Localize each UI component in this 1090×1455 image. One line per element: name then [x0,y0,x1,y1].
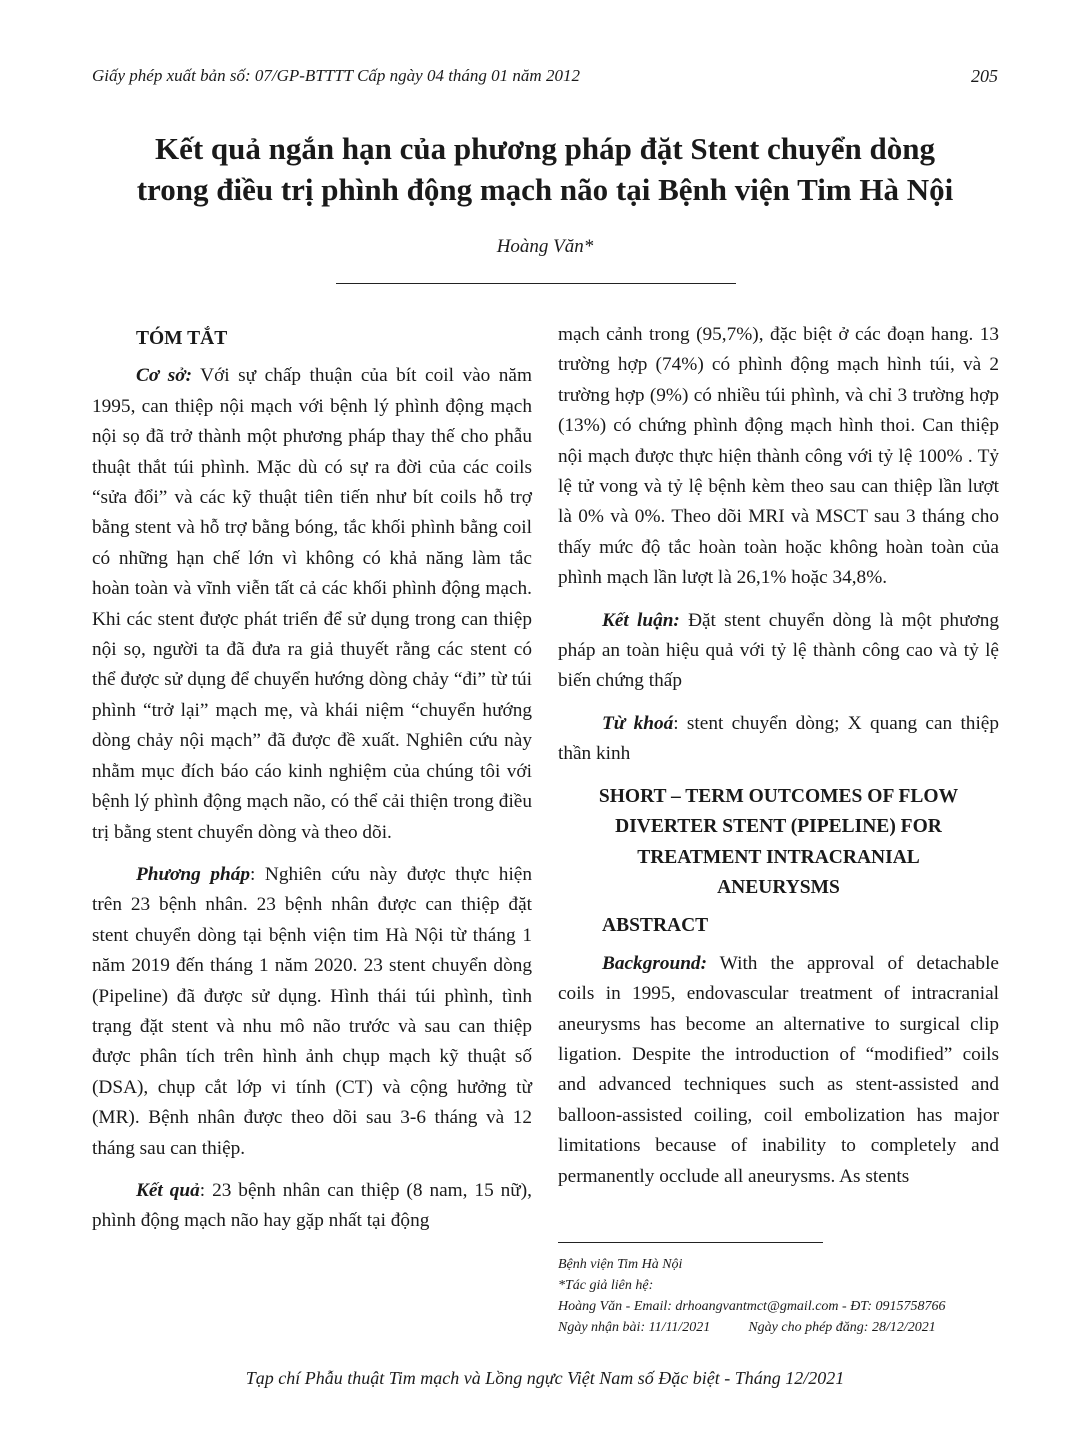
received-date: Ngày nhận bài: 11/11/2021 [558,1320,711,1335]
english-background-label: Background: [602,952,707,974]
methods-label: Phương pháp [136,863,250,885]
author-name: Hoàng Văn* [496,236,594,257]
conclusion-text: Đặt stent chuyển dòng là một phương pháp an toàn hiệu quả với tỷ lệ thành công cao và tỷ lệ biến chứng thấp [558,609,999,692]
english-title-line-1: SHORT – TERM OUTCOMES OF FLOW [598,785,959,807]
affiliation: Bệnh viện Tim Hà Nội [558,1257,683,1272]
methods-paragraph [92,860,532,1164]
background-text: Với sự chấp thuận của bít coil vào năm 1995, can thiệp nội mạch với bệnh lý phình động mạch nội sọ đã trở thành một phương pháp thay thế cho phẫu thuật thắt túi phình. Mặc dù có sự ra đời của các coils “sửa đổi” và các kỹ thuật tiên tiến như bít coils hỗ trợ bằng stent và hỗ trợ bằng bóng, tắc khối phình bằng coil có những hạn chế lớn vì không có khả năng làm tắc hoàn toàn và vĩnh viễn tất cả các khối phình động mạch. Khi các stent được phát triển để sử dụng trong can thiệp nội sọ, người ta đã đưa ra giả thuyết rằng các stent có thể được sử dụng để chuyển hướng dòng chảy “đi” từ túi phình “trở lại” mạch mẹ, và khái niệm “chuyển hướng dòng chảy nội mạch” đã được đề xuất. Nghiên cứu này nhằm mục đích báo cáo kinh nghiệm của chúng tôi với bệnh lý phình động mạch não, có thể cải thiện trong điều trị bằng stent chuyển dòng và theo dõi. [92,365,532,843]
results-continuation: mạch cảnh trong (95,7%), đặc biệt ở các đoạn hang. 13 trường hợp (74%) có phình động mạch hình túi, và 2 trường hợp (9%) có nhiều túi phình, và chỉ 3 trường hợp (13%) có chứng phình động mạch hình thoi. Can thiệp nội mạch được thực hiện thành công với tỷ lệ 100% . Tỷ lệ tử vong và tỷ lệ bệnh kèm theo sau can thiệp lần lượt là 0% và 0%. Theo dõi MRI và MSCT sau 3 tháng cho thấy mức độ tắc hoàn toàn hoặc không hoàn toàn của phình mạch lần lượt là 26,1% hoặc 34,8%. [558,324,999,589]
keywords-paragraph [558,709,999,770]
license-line: Giấy phép xuất bản số: 07/GP-BTTTT Cấp ngày 04 tháng 01 năm 2012 [92,66,580,85]
english-title [558,782,999,904]
footnotes [558,1254,999,1338]
article-title [60,128,1030,210]
english-title-line-3: TREATMENT INTRACRANIAL [637,846,920,868]
footnote-divider [558,1242,823,1243]
corresponding-author-label: *Tác giả liên hệ: [558,1278,654,1293]
english-background-text: With the approval of detachable coils in 1995, endovascular treatment of intracranial aneurysms has become an alternative to surgical clip ligation. Despite the introduction of “modified” coils and advanced techniques such as stent-assisted and balloon-assisted coiling, coil embolization has major limitations because of inability to completely and permanently occlude all aneurysms. As stents [558,952,999,1187]
results-label: Kết quả [136,1179,200,1201]
conclusion-paragraph [558,606,999,697]
left-column [92,324,532,1249]
results-text-left: : 23 bệnh nhân can thiệp (8 nam, 15 nữ), phình động mạch não hay gặp nhất tại động [92,1179,532,1232]
dates-line [558,1317,999,1338]
methods-text: : Nghiên cứu này được thực hiện trên 23 bệnh nhân. 23 bệnh nhân được can thiệp đặt stent chuyển dòng tại bệnh viện tim Hà Nội từ tháng 1 năm 2019 đến tháng 1 năm 2020. 23 stent chuyển dòng (Pipeline) đã được sử dụng. Hình thái túi phình, tình trạng đặt stent và nhu mô não trước và sau can thiệp được phân tích trên hình ảnh chụp mạch kỹ thuật số (DSA), chụp cắt lớp vi tính (CT) và cộng hưởng từ (MR). Bệnh nhân được theo dõi sau 3-6 tháng và 12 tháng sau can thiệp. [92,863,533,1159]
results-paragraph [92,1176,532,1237]
background-label: Cơ sở: [136,365,192,387]
background-paragraph [92,361,532,848]
abstract-heading: ABSTRACT [602,915,709,937]
conclusion-label: Kết luận: [602,609,680,631]
page-number: 205 [971,66,998,86]
contact-line: Hoàng Văn - Email: drhoangvantmct@gmail.com - ĐT: 0915758766 [558,1299,946,1314]
title-line-1: Kết quả ngắn hạn của phương pháp đặt Stent chuyển dòng [154,131,936,166]
keywords-text: : stent chuyển dòng; X quang can thiệp thần kinh [558,712,1000,765]
accepted-date: Ngày cho phép đăng: 28/12/2021 [748,1320,936,1335]
english-title-line-4: ANEURYSMS [717,876,840,898]
title-line-2: trong điều trị phình động mạch não tại Bệnh viện Tim Hà Nội [136,172,954,207]
english-background-paragraph [558,949,999,1192]
journal-footer: Tạp chí Phẫu thuật Tim mạch và Lồng ngực Việt Nam số Đặc biệt - Tháng 12/2021 [245,1368,845,1388]
english-title-line-2: DIVERTER STENT (PIPELINE) FOR [615,816,942,838]
right-column [558,320,999,1204]
author-divider [336,283,736,284]
running-header [92,66,998,94]
keywords-label: Từ khoá [602,712,674,734]
summary-heading: TÓM TẮT [136,328,228,349]
